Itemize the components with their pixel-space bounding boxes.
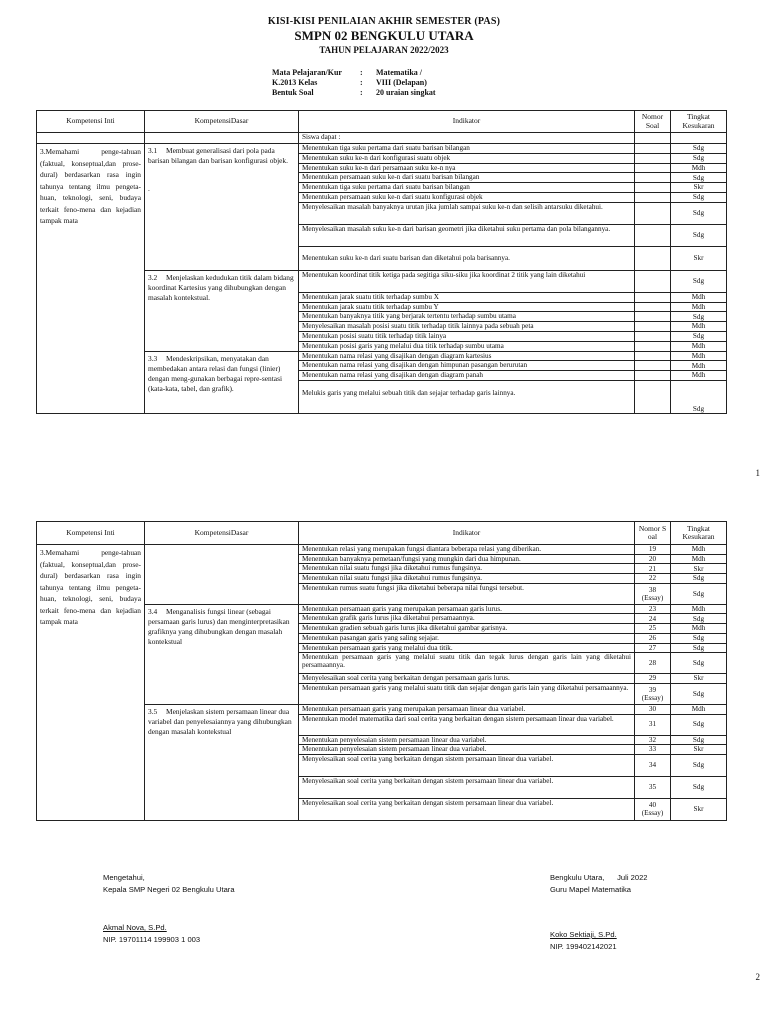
indikator-cell: Menentukan suku ke-n dari persamaan suku ke-n nya: [299, 163, 635, 173]
kd-text: Membuat generalisasi dari pola pada barisan bilangan dan barisan konfigurasi objek.: [148, 146, 288, 165]
nomor-cell: [635, 173, 671, 183]
meta-value: 20 uraian singkat: [376, 88, 436, 97]
tingkat-cell: Sdg: [671, 735, 727, 745]
indikator-cell: Menentukan penyelesaian sistem persamaan linear dua variabel.: [299, 735, 635, 745]
indikator-cell: Menentukan persamaan garis yang melalui suatu titik dan tegak lurus dengan garis lain yang diketahui persamaannya.: [299, 653, 635, 674]
indikator-cell: Menentukan persamaan garis yang merupakan persamaan garis lurus.: [299, 604, 635, 614]
meta-key: Bentuk Soal: [272, 88, 314, 97]
nomor-cell: [635, 292, 671, 302]
col-header-indikator: Indikator: [299, 522, 635, 545]
header-title: KISI-KISI PENILAIAN AKHIR SEMESTER (PAS): [267, 16, 501, 27]
table-row: [37, 144, 727, 154]
sig-right-line1: Bengkulu Utara, Juli 2022: [550, 873, 648, 882]
nomor-cell: [635, 322, 671, 332]
kompetensi-dasar-cell: [145, 545, 299, 605]
kompetensi-inti-cell: 3.Memahami penge-tahuan (faktual, konseptual,dan prose-dural) berdasarkan rasa ingin tahunya tentang ilmu pengeta-huan, teknologi, seni, budaya terkait feno-mena dan kejadian tampak mata: [37, 144, 145, 414]
tingkat-cell: Sdg: [671, 776, 727, 798]
sig-left-line2: Kepala SMP Negeri 02 Bengkulu Utara: [103, 885, 235, 894]
nomor-cell: 34: [635, 754, 671, 776]
col-header-indikator: Indikator: [299, 111, 635, 133]
indikator-cell: Menentukan banyaknya titik yang berjarak tertentu terhadap sumbu utama: [299, 312, 635, 322]
sig-right-nip: NIP. 199402142021: [550, 942, 617, 951]
nomor-cell: 23: [635, 604, 671, 614]
nomor-cell: [635, 183, 671, 193]
tingkat-cell: Mdh: [671, 361, 727, 371]
sig-left-line1: Mengetahui,: [103, 873, 145, 882]
table-row: [37, 133, 727, 144]
indikator-cell: Menentukan nilai suatu fungsi jika diketahui rumus fungsinya.: [299, 574, 635, 584]
nomor-cell: 30: [635, 704, 671, 714]
meta-row: [272, 88, 436, 98]
indikator-cell: Menentukan nama relasi yang disajikan dengan diagram panah: [299, 371, 635, 381]
tingkat-cell: Sdg: [671, 633, 727, 643]
tingkat-cell: Skr: [671, 564, 727, 574]
document-header: [0, 16, 768, 55]
indikator-cell: Menentukan tiga suku pertama dari suatu barisan bilangan: [299, 144, 635, 154]
indikator-cell: Menentukan jarak suatu titik terhadap sumbu Y: [299, 302, 635, 312]
nomor-cell: [635, 163, 671, 173]
tingkat-cell: Skr: [671, 745, 727, 755]
meta-info: [272, 68, 436, 98]
kd-number: 3.1: [148, 146, 158, 155]
indikator-cell: Menyelesaikan masalah suku ke-n dari barisan geometri jika diketahui suku pertama dan pola bilangannya.: [299, 224, 635, 246]
tingkat-cell: Skr: [671, 183, 727, 193]
meta-sep: :: [360, 68, 363, 77]
kd-text: Menjelaskan kedudukan titik dalam bidang koordinat Kartesius yang dihubungkan dengan masalah kontekstual.: [148, 272, 294, 302]
indikator-cell: Menentukan rumus suatu fungsi jika diketahui beberapa nilai fungsi tersebut.: [299, 583, 635, 604]
indikator-cell: Menentukan persamaan garis yang merupakan persamaan linear dua variabel.: [299, 704, 635, 714]
tingkat-cell: Sdg: [671, 754, 727, 776]
indikator-cell: Menentukan nilai suatu fungsi jika diketahui rumus fungsinya.: [299, 564, 635, 574]
indikator-cell: Menentukan tiga suku pertama dari suatu barisan bilangan: [299, 183, 635, 193]
tingkat-cell: Skr: [671, 798, 727, 820]
col-header-kd: KompetensiDasar: [145, 111, 299, 133]
col-header-ki: Kompetensi Inti: [37, 522, 145, 545]
signature-left: [103, 872, 235, 946]
tingkat-cell: Sdg: [671, 192, 727, 202]
tingkat-cell: Mdh: [671, 371, 727, 381]
nomor-cell: 31: [635, 714, 671, 735]
meta-value: VIII (Delapan): [376, 78, 427, 87]
nomor-cell: [635, 351, 671, 361]
nomor-cell: [635, 144, 671, 154]
kd-number: 3.5: [148, 706, 158, 716]
kompetensi-dasar-cell: [145, 270, 299, 351]
nomor-cell: 24: [635, 614, 671, 624]
nomor-cell: 29: [635, 674, 671, 684]
indikator-cell: Menentukan posisi suatu titik terhadap titik lainya: [299, 331, 635, 341]
tingkat-cell: Mdh: [671, 545, 727, 555]
nomor-cell: 39 (Essay): [635, 683, 671, 704]
nomor-cell: [635, 246, 671, 270]
tingkat-cell: Sdg: [671, 173, 727, 183]
nomor-cell: 21: [635, 564, 671, 574]
tingkat-cell: Mdh: [671, 322, 727, 332]
tingkat-cell: Mdh: [671, 704, 727, 714]
nomor-cell: [635, 312, 671, 322]
indikator-cell: Menyelesaikan soal cerita yang berkaitan dengan sistem persamaan linear dua variabel.: [299, 754, 635, 776]
indikator-cell: Menentukan penyelesaian sistem persamaan linear dua variabel.: [299, 745, 635, 755]
indikator-cell: Menentukan persamaan suku ke-n dari suatu barisan bilangan: [299, 173, 635, 183]
tingkat-cell: Sdg: [671, 153, 727, 163]
indikator-cell: Menentukan suku ke-n dari suatu barisan dan diketahui pola barisannya.: [299, 246, 635, 270]
nomor-cell: 38 (Essay): [635, 583, 671, 604]
tingkat-cell: Sdg: [671, 653, 727, 674]
indikator-cell: Menyelesaikan masalah banyaknya urutan jika jumlah sampai suku ke-n dan selisih antarsuku diketahui.: [299, 202, 635, 224]
col-header-nomor: Nomor S oal: [635, 522, 671, 545]
kd-number: 3.3: [148, 353, 158, 363]
signature-right: [550, 872, 648, 953]
kd-dot: .: [148, 184, 150, 193]
tingkat-cell: Sdg: [671, 331, 727, 341]
tingkat-cell: Sdg: [671, 714, 727, 735]
indikator-cell: Menentukan persamaan suku ke-n dari suatu konfigurasi objek: [299, 192, 635, 202]
kd-text: Mendeskripsikan, menyatakan dan membedakan antara relasi dan fungsi (linier) dengan meng-gunakan berbagai repre-sentasi (kata-kata, tabel, dan grafik).: [148, 353, 282, 393]
indikator-cell: Menentukan grafik garis lurus jika diketahui persamaannya.: [299, 614, 635, 624]
meta-key: K.2013 Kelas: [272, 78, 318, 87]
indikator-cell: Menentukan nama relasi yang disajikan dengan himpunan pasangan berurutan: [299, 361, 635, 371]
kd-number: 3.4: [148, 606, 158, 616]
tingkat-cell: Mdh: [671, 351, 727, 361]
tingkat-cell: Sdg: [671, 643, 727, 653]
meta-key: Mata Pelajaran/Kur: [272, 68, 342, 77]
nomor-cell: [635, 380, 671, 413]
tingkat-cell: Mdh: [671, 624, 727, 634]
col-header-nomor: Nomor Soal: [635, 111, 671, 133]
indikator-cell: Menentukan nama relasi yang disajikan dengan diagram kartesius: [299, 351, 635, 361]
tingkat-cell: Skr: [671, 674, 727, 684]
nomor-cell: [635, 341, 671, 351]
indikator-cell: Menyelesaikan soal cerita yang berkaitan dengan sistem persamaan linear dua variabel.: [299, 798, 635, 820]
indikator-cell: Menyelesaikan soal cerita yang berkaitan dengan persamaan garis lurus.: [299, 674, 635, 684]
nomor-cell: [635, 361, 671, 371]
academic-year: TAHUN PELAJARAN 2022/2023: [319, 45, 449, 55]
nomor-cell: 33: [635, 745, 671, 755]
indikator-cell: Menentukan model matematika dari soal cerita yang berkaitan dengan sistem persamaan linear dua variabel.: [299, 714, 635, 735]
table-row: [37, 545, 727, 555]
meta-sep: :: [360, 78, 363, 87]
tingkat-cell: Sdg: [671, 583, 727, 604]
tingkat-cell: Sdg: [671, 270, 727, 292]
nomor-cell: 26: [635, 633, 671, 643]
indikator-cell: Menentukan suku ke-n dari konfigurasi suatu objek: [299, 153, 635, 163]
kd-text: Menganalisis fungsi linear (sebagai persamaan garis lurus) dan menginterpretasikan grafiknya yang dihubungkan dengan masalah kontekstual: [148, 606, 290, 646]
col-header-ki: Kompetensi Inti: [37, 111, 145, 133]
nomor-cell: [635, 331, 671, 341]
grid-table-page2: [36, 521, 727, 821]
nomor-cell: [635, 202, 671, 224]
tingkat-cell: Sdg: [671, 574, 727, 584]
indikator-cell: Menentukan persamaan garis yang melalui suatu titik dan sejajar dengan garis lain yang diketahui persamaannya.: [299, 683, 635, 704]
tingkat-cell: Skr: [671, 246, 727, 270]
meta-sep: :: [360, 88, 363, 97]
table-header-row: [37, 522, 727, 545]
meta-row: [272, 78, 436, 88]
kd-text: Menjelaskan sistem persamaan linear dua variabel dan penyelesaiannya yang dihubungkan dengan masalah kontekstual: [148, 706, 292, 736]
col-header-tingkat: Tingkat Kesukaran: [671, 111, 727, 133]
tingkat-cell: Mdh: [671, 302, 727, 312]
tingkat-cell: Sdg: [671, 144, 727, 154]
kompetensi-dasar-cell: [145, 704, 299, 820]
col-header-kd: KompetensiDasar: [145, 522, 299, 545]
indikator-cell: Menentukan gradien sebuah garis lurus jika diketahui gambar garisnya.: [299, 624, 635, 634]
page-number: 2: [755, 972, 760, 982]
tingkat-cell: Mdh: [671, 163, 727, 173]
tingkat-cell: Mdh: [671, 554, 727, 564]
tingkat-cell: Sdg: [671, 614, 727, 624]
nomor-cell: [635, 371, 671, 381]
tingkat-cell: Mdh: [671, 292, 727, 302]
indikator-cell: Menyelesaikan masalah posisi suatu titik terhadap titik lainnya pada sebuah peta: [299, 322, 635, 332]
indikator-intro: Siswa dapat :: [299, 133, 635, 144]
tingkat-cell: Sdg: [671, 202, 727, 224]
table-header-row: [37, 111, 727, 133]
indikator-cell: Melukis garis yang melalui sebuah titik dan sejajar terhadap garis lainnya.: [299, 380, 635, 413]
tingkat-cell: Mdh: [671, 604, 727, 614]
indikator-cell: Menentukan pasangan garis yang saling sejajar.: [299, 633, 635, 643]
indikator-cell: Menentukan banyaknya pemetaan/fungsi yang mungkin dari dua himpunan.: [299, 554, 635, 564]
kompetensi-dasar-cell: [145, 604, 299, 704]
indikator-cell: Menentukan jarak suatu titik terhadap sumbu X: [299, 292, 635, 302]
indikator-cell: Menyelesaikan soal cerita yang berkaitan dengan sistem persamaan linear dua variabel.: [299, 776, 635, 798]
indikator-cell: Menentukan posisi garis yang melalui dua titik terhadap sumbu utama: [299, 341, 635, 351]
sig-right-line2: Guru Mapel Matematika: [550, 885, 632, 894]
kompetensi-inti-cell: 3.Memahami penge-tahuan (faktual, konseptual,dan prose-dural) berdasarkan rasa ingin tahunya tentang ilmu pengeta-huan, teknologi, seni, budaya terkait feno-mena dan kejadian tampak mata: [37, 545, 145, 821]
nomor-cell: 32: [635, 735, 671, 745]
tingkat-cell: Mdh: [671, 341, 727, 351]
indikator-cell: Menentukan relasi yang merupakan fungsi diantara beberapa relasi yang diberikan.: [299, 545, 635, 555]
tingkat-cell: Sdg: [671, 683, 727, 704]
nomor-cell: [635, 270, 671, 292]
kompetensi-dasar-cell: [145, 144, 299, 271]
indikator-cell: Menentukan koordinat titik ketiga pada segitiga siku-siku jika koordinat 2 titik yang lain diketahui: [299, 270, 635, 292]
tingkat-cell: Sdg: [671, 312, 727, 322]
nomor-cell: 35: [635, 776, 671, 798]
nomor-cell: [635, 302, 671, 312]
school-name: SMPN 02 BENGKULU UTARA: [294, 28, 474, 43]
page-number: 1: [755, 468, 760, 478]
sig-right-name: Koko Sektiaji, S.Pd.: [550, 930, 617, 939]
nomor-cell: 40 (Essay): [635, 798, 671, 820]
nomor-cell: 25: [635, 624, 671, 634]
nomor-cell: 20: [635, 554, 671, 564]
kd-number: 3.2: [148, 272, 158, 282]
col-header-tingkat: Tingkat Kesukaran: [671, 522, 727, 545]
nomor-cell: 22: [635, 574, 671, 584]
nomor-cell: [635, 224, 671, 246]
grid-table-page1: [36, 110, 727, 414]
sig-left-name: Akmal Nova, S.Pd.: [103, 923, 167, 932]
tingkat-cell: Sdg: [671, 224, 727, 246]
nomor-cell: 28: [635, 653, 671, 674]
meta-value: Matematika /: [376, 68, 422, 77]
tingkat-cell: Sdg: [671, 380, 727, 413]
indikator-cell: Menentukan persamaan garis yang melalui dua titik.: [299, 643, 635, 653]
sig-left-nip: NIP. 19701114 199903 1 003: [103, 935, 201, 944]
nomor-cell: 19: [635, 545, 671, 555]
meta-row: [272, 68, 436, 78]
nomor-cell: [635, 192, 671, 202]
kompetensi-dasar-cell: [145, 351, 299, 413]
nomor-cell: [635, 153, 671, 163]
nomor-cell: 27: [635, 643, 671, 653]
